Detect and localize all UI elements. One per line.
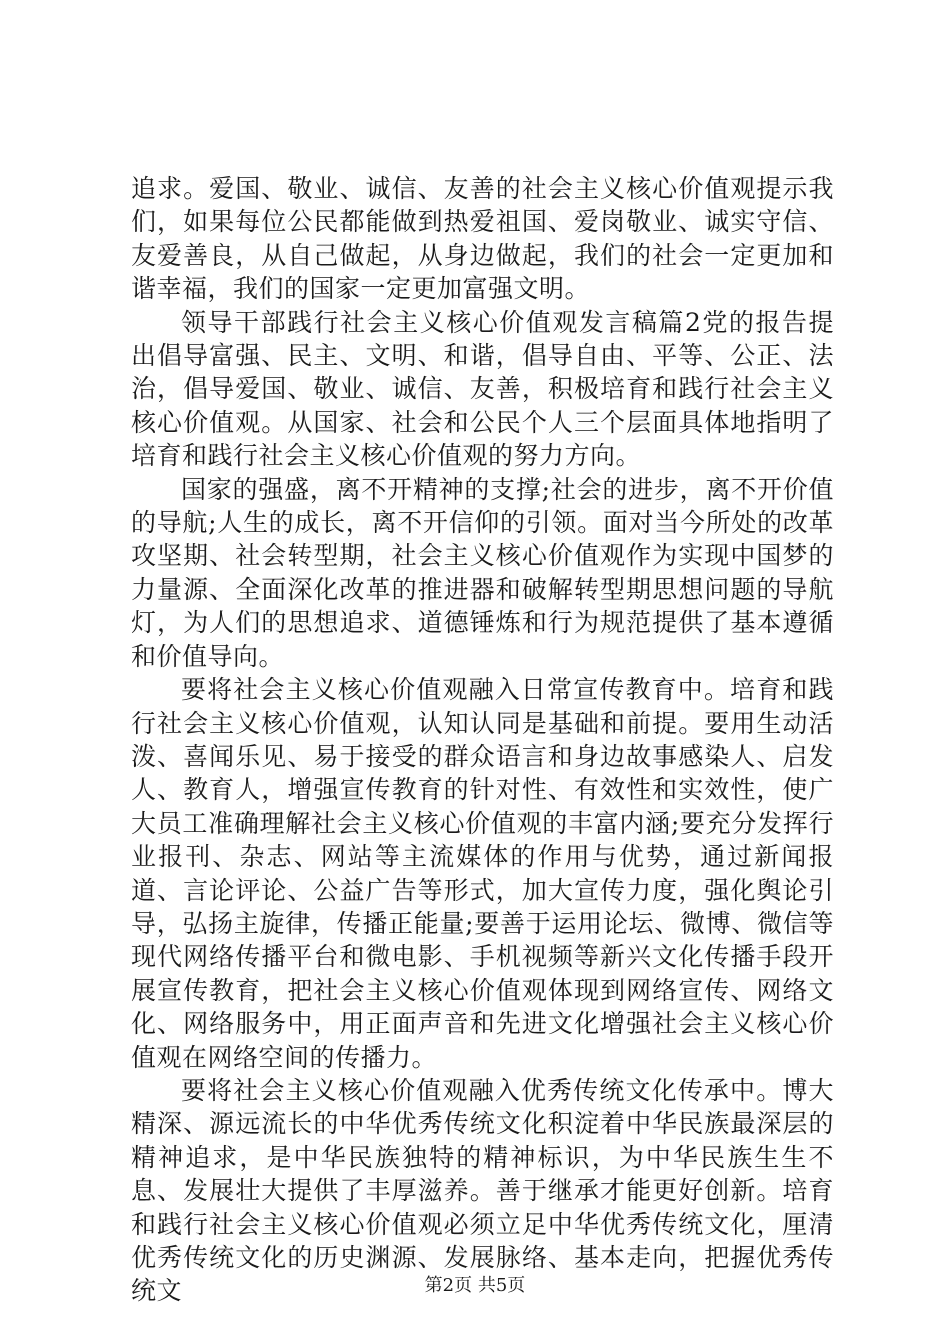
- paragraph-4: 要将社会主义核心价值观融入日常宣传教育中。培育和践行社会主义核心价值观，认知认同是基础和前提。要用生动活泼、喜闻乐见、易于接受的群众语言和身边故事感染人、启发人、教育人，增强宣传教育的针对性、有效性和实效性，使广大员工准确理解社会主义核心价值观的丰富内涵;要充分发挥行业报刊、杂志、网站等主流媒体的作用与优势，通过新闻报道、言论评论、公益广告等形式，加大宣传力度，强化舆论引导，弘扬主旋律，传播正能量;要善于运用论坛、微博、微信等现代网络传播平台和微电影、手机视频等新兴文化传播手段开展宣传教育，把社会主义核心价值观体现到网络宣传、网络文化、网络服务中，用正面声音和先进文化增强社会主义核心价值观在网络空间的传播力。: [131, 675, 834, 1072]
- page-number-footer: 第2页 共5页: [424, 1275, 526, 1296]
- paragraph-3: 国家的强盛，离不开精神的支撑;社会的进步，离不开价值的导航;人生的成长，离不开信仰的引领。面对当今所处的改革攻坚期、社会转型期，社会主义核心价值观作为实现中国梦的力量源、全面深化改革的推进器和破解转型期思想问题的导航灯，为人们的思想追求、道德锤炼和行为规范提供了基本遵循和价值导向。: [131, 474, 834, 671]
- paragraph-2: 领导干部践行社会主义核心价值观发言稿篇2党的报告提出倡导富强、民主、文明、和谐，倡导自由、平等、公正、法治，倡导爱国、敬业、诚信、友善，积极培育和践行社会主义核心价值观。从国家、社会和公民个人三个层面具体地指明了培育和践行社会主义核心价值观的努力方向。: [131, 307, 834, 471]
- paragraph-5: 要将社会主义核心价值观融入优秀传统文化传承中。博大精深、源远流长的中华优秀传统文化积淀着中华民族最深层的精神追求，是中华民族独特的精神标识，为中华民族生生不息、发展壮大提供了丰厚滋养。善于继承才能更好创新。培育和践行社会主义核心价值观必须立足中华优秀传统文化，厘清优秀传统文化的历史渊源、发展脉络、基本走向，把握优秀传统文: [131, 1075, 834, 1306]
- paragraph-1: 追求。爱国、敬业、诚信、友善的社会主义核心价值观提示我们，如果每位公民都能做到热爱祖国、爱岗敬业、诚实守信、友爱善良，从自己做起，从身边做起，我们的社会一定更加和谐幸福，我们的国家一定更加富强文明。: [131, 174, 834, 304]
- document-body: [131, 172, 834, 1308]
